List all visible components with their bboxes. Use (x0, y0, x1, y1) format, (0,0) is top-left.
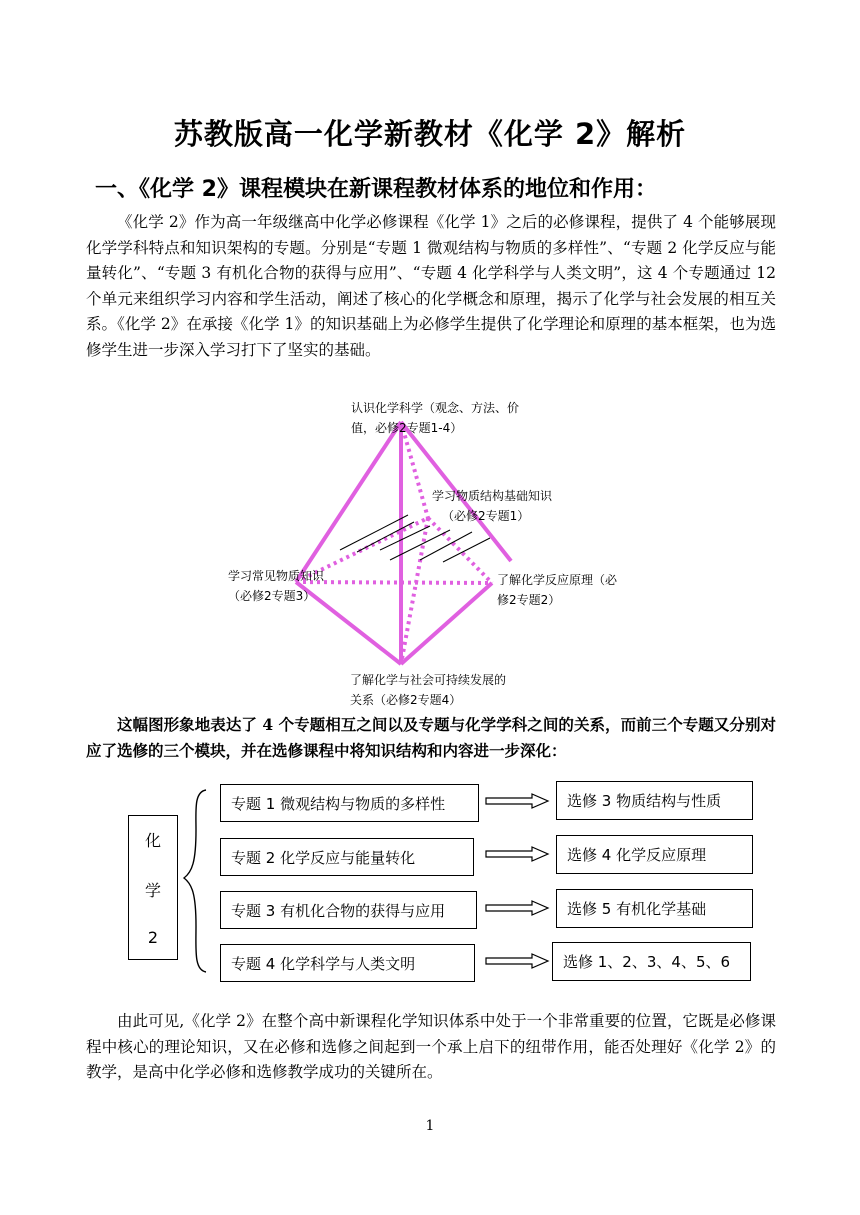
elective-others-box: 选修 1、2、3、4、5、6 (552, 942, 751, 981)
pyramid-back-label-line1: 学习物质结构基础知识 (432, 489, 553, 503)
intro-paragraph (86, 210, 776, 364)
elective4-box: 选修 4 化学反应原理 (556, 835, 753, 874)
pyramid-back-label (432, 486, 552, 526)
topic1-box: 专题 1 微观结构与物质的多样性 (220, 784, 479, 822)
pyramid-top-label-line2: 值，必修2专题1-4） (351, 421, 463, 435)
topic4-box: 专题 4 化学科学与人类文明 (220, 944, 475, 982)
topic2-box: 专题 2 化学反应与能量转化 (220, 838, 474, 876)
figure-caption (86, 712, 776, 763)
pyramid-bottom-label-line2: 关系（必修2专题4） (350, 693, 462, 707)
chemistry2-char-3: 2 (147, 928, 159, 947)
pyramid-left-label-line1: 学习常见物质知识 (228, 569, 325, 583)
elective3-box: 选修 3 物质结构与性质 (556, 781, 753, 820)
pyramid-bottom-label-line1: 了解化学与社会可持续发展的 (350, 673, 507, 687)
pyramid-right-label (497, 570, 617, 610)
chemistry2-char-2: 学 (144, 881, 161, 900)
page-number: 1 (425, 1118, 435, 1134)
arrow-icon (486, 794, 548, 968)
figure-caption-text: 这幅图形象地表达了 4 个专题相互之间以及专题与化学学科之间的关系，而前三个专题又分别对应了选修的三个模块，并在选修课程中将知识结构和内容进一步深化： (86, 715, 776, 760)
topic3-box: 专题 3 有机化合物的获得与应用 (220, 891, 477, 929)
intro-paragraph-text: 《化学 2》作为高一年级继高中化学必修课程《化学 1》之后的必修课程，提供了 4 个能够展现化学学科特点和知识架构的专题。分别是“专题 1 微观结构与物质的多样性”、“专题 2 化学反应与能量转化”、“专题 3 有机化合物的获得与应用”、“专题 4 化学科学与人类文明”，这 4 个专题通过 12 个单元来组织学习内容和学生活动，阐述了核心的化学概念和原理，揭示了化学与社会发展的相互关系。《化学 2》在承接《化学 1》的知识基础上为必修学生提供了化学理论和原理的基本框架，也为选修学生进一步深入学习打下了坚实的基础。 (86, 213, 776, 359)
pyramid-edges (296, 422, 511, 664)
elective5-box: 选修 5 有机化学基础 (556, 889, 753, 928)
conclusion-paragraph (86, 1009, 776, 1086)
pyramid-left-label-line2: （必修2专题3） (228, 589, 316, 603)
chemistry2-char-1: 化 (144, 831, 161, 850)
chemistry2-box (128, 815, 178, 960)
pyramid-bottom-label (350, 670, 506, 710)
brace-icon (184, 790, 206, 972)
page-title: 苏教版高一化学新教材《化学 2》解析 (173, 117, 687, 151)
section-heading: 一、《化学 2》课程模块在新课程教材体系的地位和作用： (95, 177, 657, 202)
edge-left-right (296, 582, 492, 583)
pyramid-diagram (0, 390, 860, 710)
pyramid-back-label-line2: （必修2专题1） (442, 509, 530, 523)
pyramid-left-label (228, 566, 324, 606)
pyramid-right-label-line2: 修2专题2） (497, 593, 561, 607)
pyramid-right-label-line1: 了解化学反应原理（必 (497, 573, 618, 587)
pyramid-top-label (351, 398, 519, 438)
pyramid-top-label-line1: 认识化学科学（观念、方法、价 (351, 401, 520, 415)
conclusion-paragraph-text: 由此可见,《化学 2》在整个高中新课程化学知识体系中处于一个非常重要的位置，它既是必修课程中核心的理论知识，又在必修和选修之间起到一个承上启下的纽带作用，能否处理好《化学 2》的教学，是高中化学必修和选修教学成功的关键所在。 (86, 1012, 776, 1082)
